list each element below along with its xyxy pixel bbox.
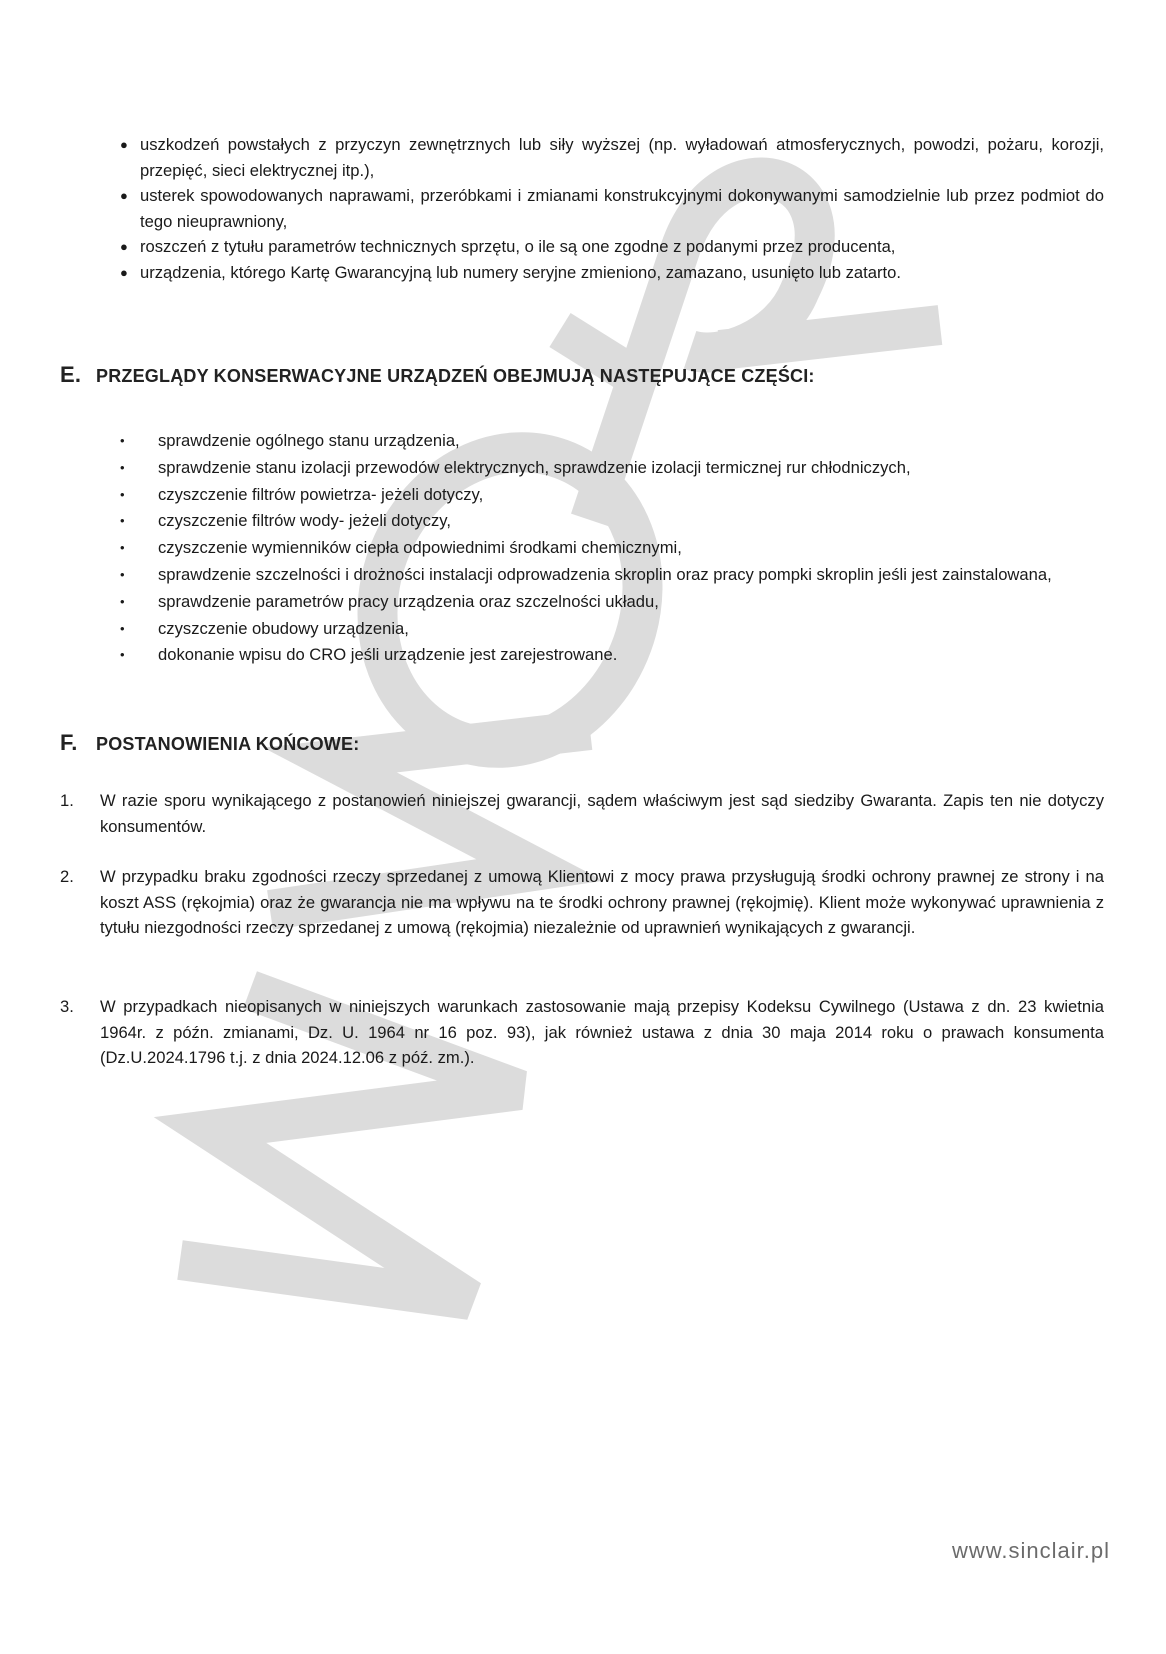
section-f-heading	[60, 730, 359, 756]
list-item: ● usterek spowodowanych naprawami, przeróbkami i zmianami konstrukcyjnymi dokonywanymi samodzielnie lub przez podmiot do tego nieuprawniony,	[120, 183, 1104, 234]
bullet-icon: ●	[120, 239, 128, 254]
numbered-clause-2	[60, 864, 1104, 941]
bullet-icon: •	[120, 593, 125, 609]
list-item: • sprawdzenie ogólnego stanu urządzenia,	[120, 428, 1104, 454]
bullet-icon: •	[120, 513, 125, 529]
list-item: • czyszczenie obudowy urządzenia,	[120, 616, 1104, 642]
bullet-icon: ●	[120, 188, 128, 203]
numbered-clause-3	[60, 994, 1104, 1071]
clause-number: 3.	[60, 997, 74, 1016]
list-item: • sprawdzenie szczelności i drożności instalacji odprowadzenia skroplin oraz pracy pompki skroplin jeśli jest zainstalowana,	[120, 562, 1104, 588]
section-letter: F.	[60, 730, 78, 755]
bullet-icon: •	[120, 540, 125, 556]
list-item: • czyszczenie filtrów powietrza- jeżeli dotyczy,	[120, 482, 1104, 508]
bullet-icon: ●	[120, 264, 128, 280]
clause-text: W razie sporu wynikającego z postanowień niniejszej gwarancji, sądem właściwym jest sąd siedziby Gwaranta. Zapis ten nie dotyczy konsumentów.	[100, 791, 1104, 836]
bullet-icon: ●	[120, 137, 128, 152]
list-item: ● urządzenia, którego Kartę Gwarancyjną lub numery seryjne zmieniono, zamazano, usunięto lub zatarto.	[120, 260, 1104, 286]
numbered-clause-1	[60, 788, 1104, 839]
list-item: • czyszczenie wymienników ciepła odpowiednimi środkami chemicznymi,	[120, 535, 1104, 561]
clause-number: 2.	[60, 867, 74, 886]
list-item: ● roszczeń z tytułu parametrów technicznych sprzętu, o ile są one zgodne z podanymi przez producenta,	[120, 234, 1104, 260]
bullet-icon: •	[120, 620, 125, 636]
clause-number: 1.	[60, 791, 74, 810]
clause-text: W przypadkach nieopisanych w niniejszych warunkach zastosowanie mają przepisy Kodeksu Cywilnego (Ustawa z dn. 23 kwietnia 1964r. z późn. zmianami, Dz. U. 1964 nr 16 poz. 93), jak również ustawa z dnia 30 maja 2014 roku o prawach konsumenta (Dz.U.2024.1796 t.j. z dnia 2024.12.06 z póź. zm.).	[100, 997, 1104, 1067]
list-item: ● uszkodzeń powstałych z przyczyn zewnętrznych lub siły wyższej (np. wyładowań atmosferycznych, powodzi, pożaru, korozji, przepięć, sieci elektrycznej itp.),	[120, 132, 1104, 183]
section-title: PRZEGLĄDY KONSERWACYJNE URZĄDZEŃ OBEJMUJĄ NASTĘPUJĄCE CZĘŚCI:	[96, 366, 815, 386]
section-e-heading	[60, 362, 815, 388]
section-letter: E.	[60, 362, 82, 387]
section-title: POSTANOWIENIA KOŃCOWE:	[96, 734, 360, 754]
clause-text: W przypadku braku zgodności rzeczy sprzedanej z umową Klientowi z mocy prawa przysługują środki ochrony prawnej ze strony i na koszt ASS (rękojmia) oraz że gwarancja nie ma wpływu na te środki ochrony prawnej (rękojmię). Klient może wykonywać uprawnienia z tytułu niezgodności rzeczy sprzedanej z umową (rękojmia) niezależnie od uprawnień wynikających z gwarancji.	[100, 867, 1104, 937]
list-item: • sprawdzenie stanu izolacji przewodów elektrycznych, sprawdzenie izolacji termicznej rur chłodniczych,	[120, 455, 1104, 481]
bullet-icon: •	[120, 647, 125, 663]
footer-website-url: www.sinclair.pl	[951, 1538, 1110, 1563]
list-item: • dokonanie wpisu do CRO jeśli urządzenie jest zarejestrowane.	[120, 642, 1104, 668]
list-item: • sprawdzenie parametrów pracy urządzenia oraz szczelności układu,	[120, 589, 1104, 615]
section-e-bullet-list	[120, 428, 1104, 669]
bullet-icon: •	[120, 486, 125, 502]
list-item: • czyszczenie filtrów wody- jeżeli dotyczy,	[120, 508, 1104, 534]
section-d-bullet-list	[120, 132, 1104, 285]
bullet-icon: •	[120, 566, 125, 582]
bullet-icon: •	[120, 433, 125, 448]
bullet-icon: •	[120, 459, 125, 475]
